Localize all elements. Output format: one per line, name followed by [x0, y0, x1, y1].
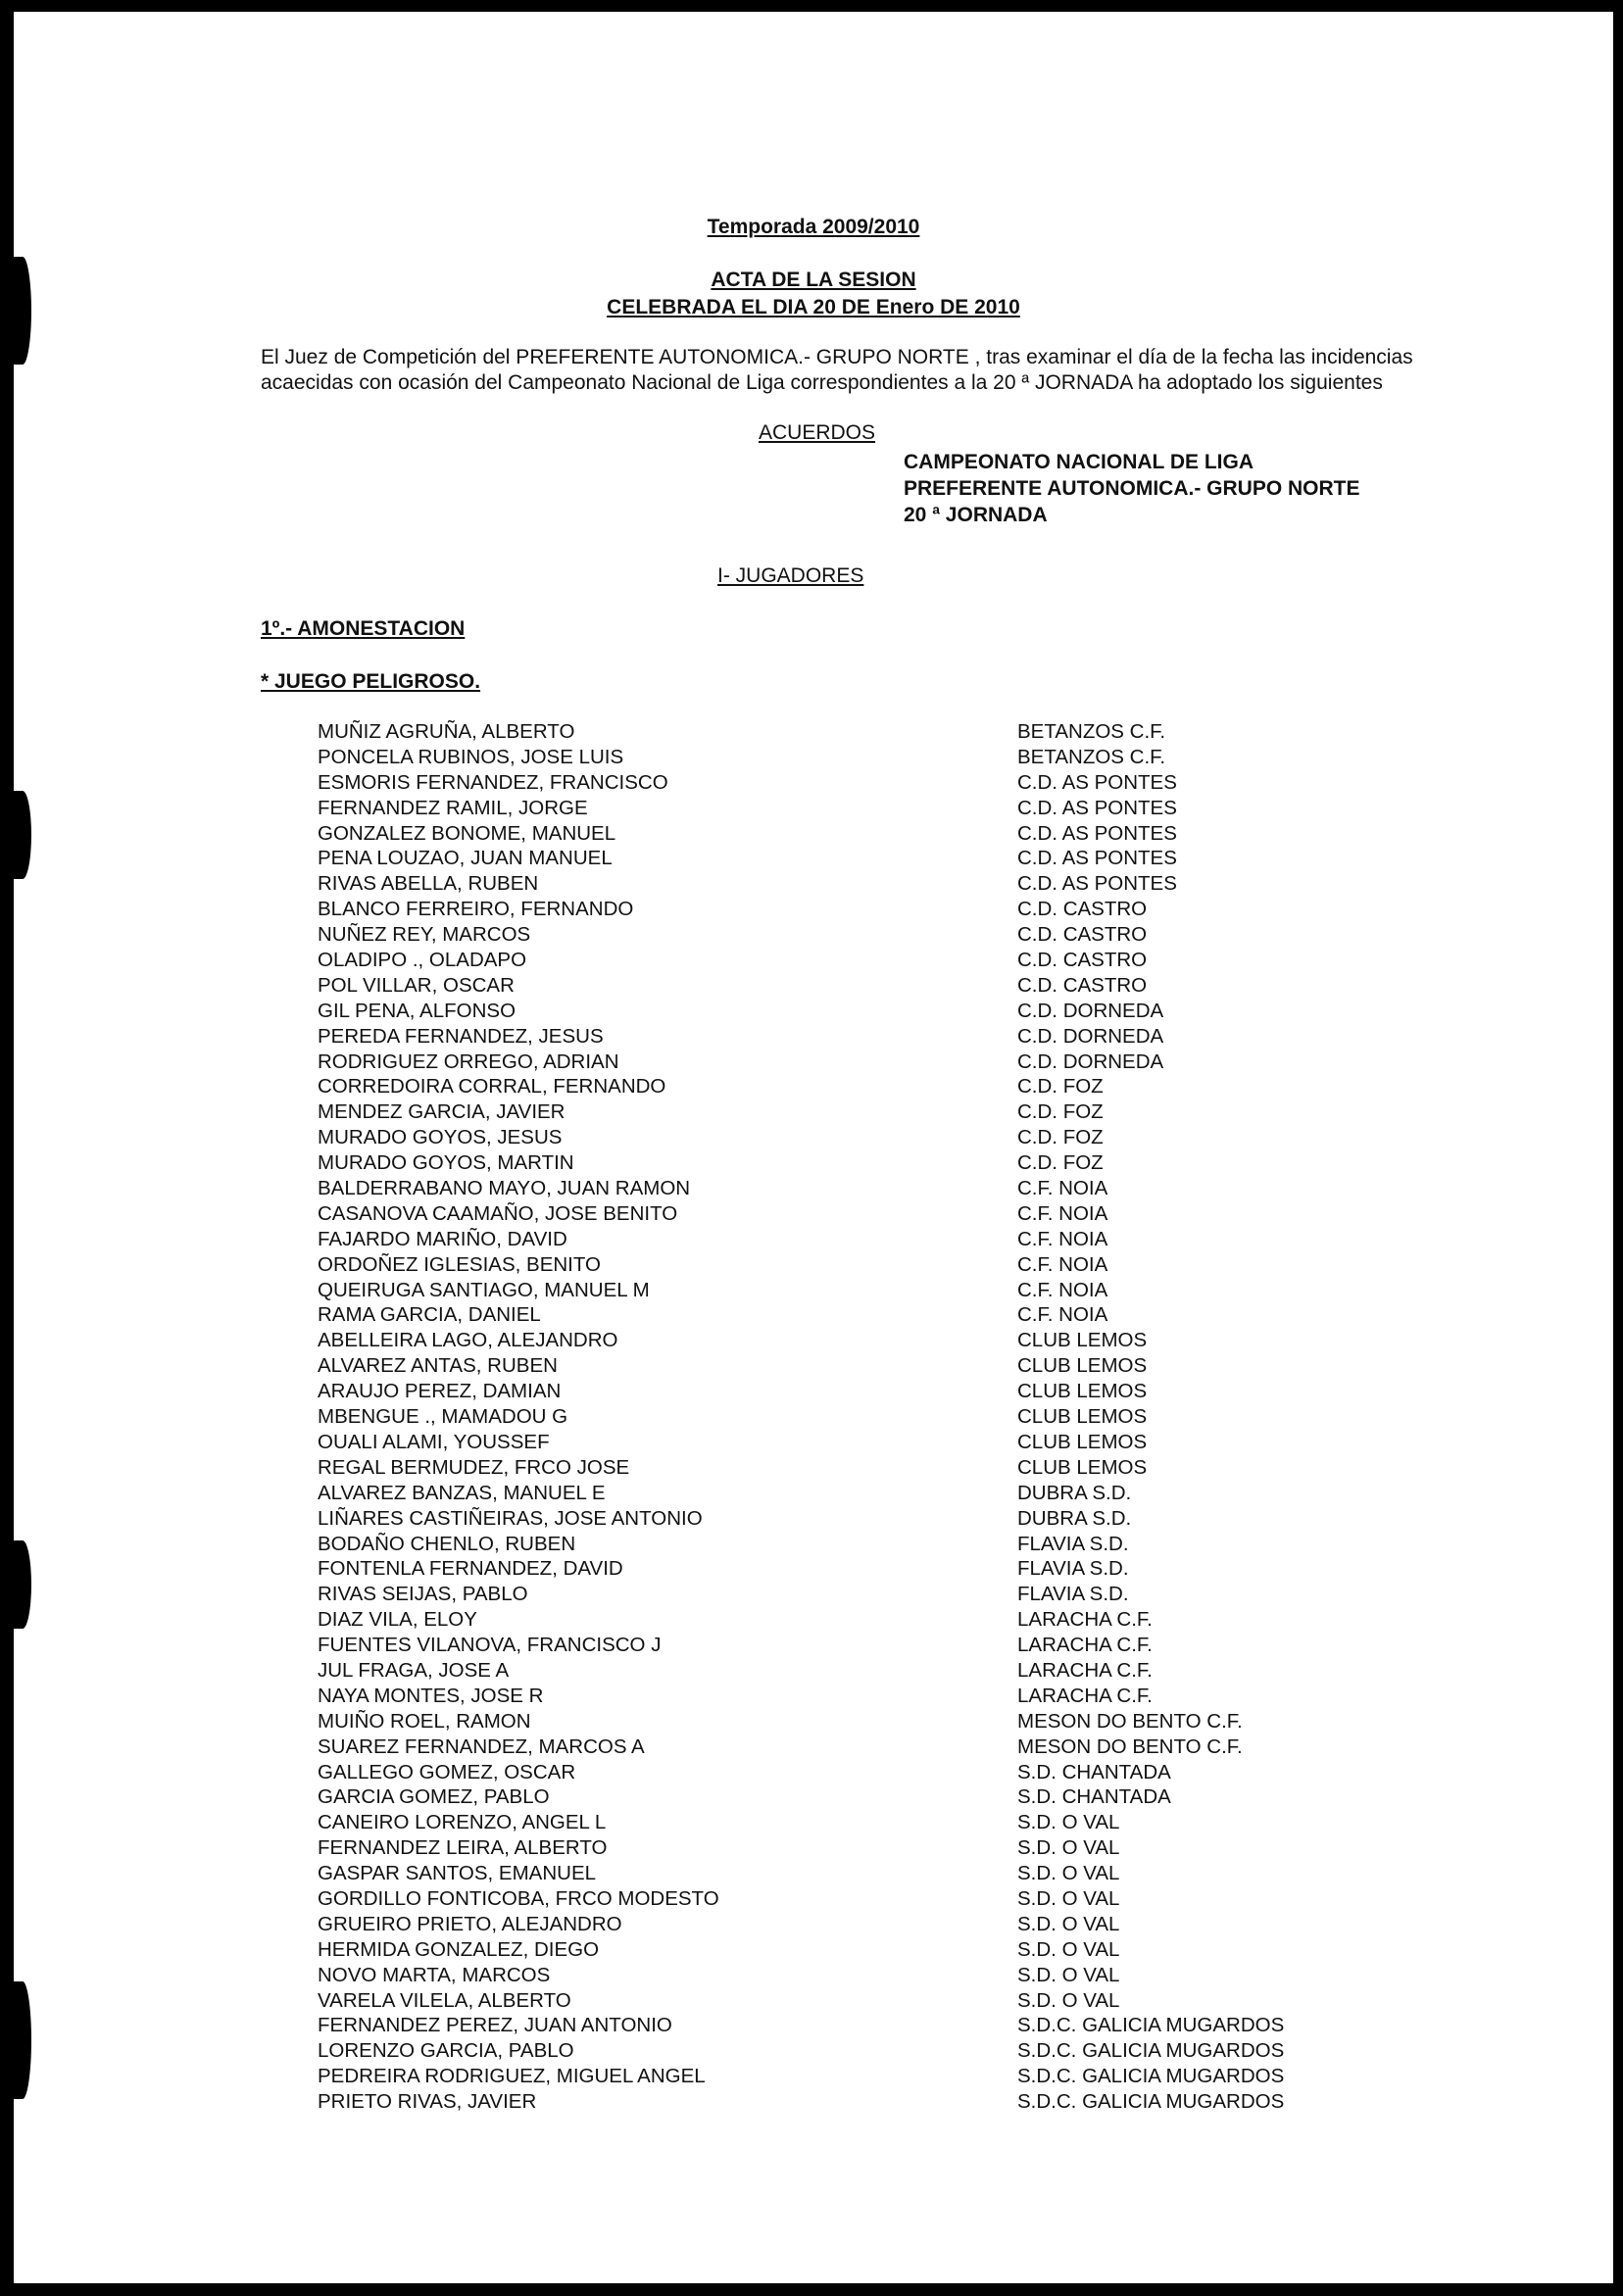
player-row: [318, 1379, 1396, 1404]
player-name: DIAZ VILA, ELOY: [318, 1608, 477, 1632]
player-club: C.D. FOZ: [1017, 1151, 1104, 1175]
player-name: QUEIRUGA SANTIAGO, MANUEL M: [318, 1278, 650, 1301]
player-name: MURADO GOYOS, JESUS: [318, 1126, 563, 1149]
player-list: [318, 719, 1396, 2115]
player-row: [318, 1988, 1396, 2014]
player-row: [318, 1278, 1396, 1303]
player-club: CLUB LEMOS: [1017, 1405, 1148, 1429]
player-row: [318, 1556, 1396, 1582]
player-name: GONZALEZ BONOME, MANUEL: [318, 821, 616, 845]
player-row: [318, 948, 1396, 973]
player-club: FLAVIA S.D.: [1017, 1532, 1129, 1555]
player-row: [318, 871, 1396, 897]
player-club: S.D. O VAL: [1017, 1963, 1120, 1986]
player-club: LARACHA C.F.: [1017, 1684, 1153, 1707]
player-club: C.F. NOIA: [1017, 1201, 1108, 1225]
player-row: [318, 1760, 1396, 1785]
player-name: RAMA GARCIA, DANIEL: [318, 1303, 541, 1327]
player-name: PENA LOUZAO, JUAN MANUEL: [318, 847, 613, 870]
player-row: [318, 1963, 1396, 1988]
player-row: [318, 1810, 1396, 1835]
player-row: [318, 2089, 1396, 2115]
player-row: [318, 1861, 1396, 1886]
player-name: ARAUJO PEREZ, DAMIAN: [318, 1380, 562, 1403]
player-row: [318, 2013, 1396, 2038]
player-club: C.D. AS PONTES: [1017, 770, 1177, 794]
player-club: C.D. DORNEDA: [1017, 1024, 1164, 1048]
player-name: RIVAS SEIJAS, PABLO: [318, 1583, 528, 1606]
player-club: C.D. AS PONTES: [1017, 847, 1177, 870]
player-row: [318, 1532, 1396, 1557]
player-club: BETANZOS C.F.: [1017, 745, 1166, 768]
player-club: C.D. AS PONTES: [1017, 872, 1177, 896]
player-row: [318, 1633, 1396, 1658]
player-name: ALVAREZ BANZAS, MANUEL E: [318, 1481, 606, 1504]
player-club: C.D. CASTRO: [1017, 949, 1148, 972]
player-name: FUENTES VILANOVA, FRANCISCO J: [318, 1634, 662, 1657]
player-club: C.D. FOZ: [1017, 1075, 1104, 1099]
player-club: FLAVIA S.D.: [1017, 1557, 1129, 1581]
player-club: C.D. CASTRO: [1017, 898, 1148, 921]
player-name: MBENGUE ., MAMADOU G: [318, 1405, 568, 1429]
torn-edge: [14, 791, 31, 879]
player-row: [318, 1302, 1396, 1328]
player-name: NUÑEZ REY, MARCOS: [318, 923, 531, 947]
player-row: [318, 922, 1396, 948]
player-club: CLUB LEMOS: [1017, 1380, 1148, 1403]
player-row: [318, 1709, 1396, 1734]
player-row: [318, 1328, 1396, 1353]
player-row: [318, 1050, 1396, 1075]
player-club: S.D. O VAL: [1017, 1912, 1120, 1935]
player-name: FERNANDEZ LEIRA, ALBERTO: [318, 1836, 608, 1860]
player-club: S.D. O VAL: [1017, 1811, 1120, 1834]
player-name: RODRIGUEZ ORREGO, ADRIAN: [318, 1050, 619, 1073]
player-row: [318, 770, 1396, 796]
player-club: DUBRA S.D.: [1017, 1506, 1132, 1530]
player-name: LORENZO GARCIA, PABLO: [318, 2039, 574, 2063]
player-name: ABELLEIRA LAGO, ALEJANDRO: [318, 1329, 618, 1352]
player-row: [318, 1481, 1396, 1506]
player-name: MURADO GOYOS, MARTIN: [318, 1151, 574, 1175]
player-club: MESON DO BENTO C.F.: [1017, 1734, 1243, 1758]
player-club: S.D.C. GALICIA MUGARDOS: [1017, 2065, 1285, 2088]
player-club: C.F. NOIA: [1017, 1177, 1108, 1200]
player-name: PONCELA RUBINOS, JOSE LUIS: [318, 745, 624, 768]
player-name: VARELA VILELA, ALBERTO: [318, 1988, 571, 2012]
player-club: S.D. O VAL: [1017, 1988, 1120, 2012]
player-row: [318, 1150, 1396, 1176]
player-club: C.D. CASTRO: [1017, 923, 1148, 947]
player-row: [318, 1607, 1396, 1633]
player-name: MENDEZ GARCIA, JAVIER: [318, 1100, 566, 1124]
player-row: [318, 2064, 1396, 2089]
acta-date: CELEBRADA EL DIA 20 DE Enero DE 2010: [607, 296, 1020, 318]
player-row: [318, 1252, 1396, 1278]
player-club: LARACHA C.F.: [1017, 1608, 1153, 1632]
player-row: [318, 1784, 1396, 1810]
player-row: [318, 1937, 1396, 1963]
player-club: LARACHA C.F.: [1017, 1634, 1153, 1657]
document-page: [14, 12, 1613, 2283]
player-club: S.D. CHANTADA: [1017, 1785, 1171, 1809]
acuerdos-heading: ACUERDOS: [759, 421, 876, 444]
player-club: C.D. DORNEDA: [1017, 1050, 1164, 1073]
player-name: MUÑIZ AGRUÑA, ALBERTO: [318, 720, 575, 743]
player-row: [318, 1835, 1396, 1861]
player-name: JUL FRAGA, JOSE A: [318, 1658, 510, 1682]
player-name: ORDOÑEZ IGLESIAS, BENITO: [318, 1252, 601, 1276]
player-club: BETANZOS C.F.: [1017, 720, 1166, 743]
player-row: [318, 973, 1396, 999]
player-name: FERNANDEZ RAMIL, JORGE: [318, 796, 588, 819]
player-club: C.F. NOIA: [1017, 1227, 1108, 1250]
player-club: CLUB LEMOS: [1017, 1329, 1148, 1352]
player-row: [318, 897, 1396, 922]
offense-heading: * JUEGO PELIGROSO.: [261, 670, 481, 693]
player-name: OUALI ALAMI, YOUSSEF: [318, 1430, 550, 1453]
player-row: [318, 1404, 1396, 1430]
player-club: CLUB LEMOS: [1017, 1455, 1148, 1479]
player-row: [318, 719, 1396, 745]
player-club: CLUB LEMOS: [1017, 1430, 1148, 1453]
player-name: REGAL BERMUDEZ, FRCO JOSE: [318, 1455, 630, 1479]
player-club: MESON DO BENTO C.F.: [1017, 1709, 1243, 1733]
acta-title: ACTA DE LA SESION: [711, 269, 916, 291]
player-club: C.D. CASTRO: [1017, 973, 1148, 997]
season-title: Temporada 2009/2010: [707, 216, 920, 238]
player-row: [318, 1886, 1396, 1912]
torn-edge: [14, 1540, 31, 1629]
player-row: [318, 745, 1396, 770]
player-name: BLANCO FERREIRO, FERNANDO: [318, 898, 634, 921]
player-club: S.D.C. GALICIA MUGARDOS: [1017, 2014, 1285, 2037]
player-name: POL VILLAR, OSCAR: [318, 973, 515, 997]
player-name: CORREDOIRA CORRAL, FERNANDO: [318, 1075, 666, 1099]
player-name: GRUEIRO PRIETO, ALEJANDRO: [318, 1912, 622, 1935]
player-name: BALDERRABANO MAYO, JUAN RAMON: [318, 1177, 691, 1200]
player-row: [318, 1353, 1396, 1379]
player-row: [318, 999, 1396, 1024]
player-club: C.F. NOIA: [1017, 1252, 1108, 1276]
player-row: [318, 1506, 1396, 1532]
player-row: [318, 1912, 1396, 1937]
player-club: C.D. DORNEDA: [1017, 999, 1164, 1022]
player-name: HERMIDA GONZALEZ, DIEGO: [318, 1937, 600, 1961]
player-club: FLAVIA S.D.: [1017, 1583, 1129, 1606]
player-name: GASPAR SANTOS, EMANUEL: [318, 1862, 597, 1885]
player-name: BODAÑO CHENLO, RUBEN: [318, 1532, 576, 1555]
player-club: S.D. CHANTADA: [1017, 1760, 1171, 1783]
player-name: GIL PENA, ALFONSO: [318, 999, 516, 1022]
player-club: DUBRA S.D.: [1017, 1481, 1132, 1504]
player-club: C.D. FOZ: [1017, 1126, 1104, 1149]
torn-edge: [14, 1981, 31, 2099]
player-row: [318, 821, 1396, 847]
player-name: FAJARDO MARIÑO, DAVID: [318, 1227, 567, 1250]
player-row: [318, 1734, 1396, 1760]
player-name: SUAREZ FERNANDEZ, MARCOS A: [318, 1734, 645, 1758]
player-club: S.D. O VAL: [1017, 1886, 1120, 1910]
section-heading: I- JUGADORES: [717, 564, 864, 587]
player-club: C.F. NOIA: [1017, 1278, 1108, 1301]
player-row: [318, 1099, 1396, 1125]
player-club: S.D.C. GALICIA MUGARDOS: [1017, 2039, 1285, 2063]
player-name: NOVO MARTA, MARCOS: [318, 1963, 551, 1986]
player-club: C.D. AS PONTES: [1017, 796, 1177, 819]
player-row: [318, 1227, 1396, 1252]
player-name: NAYA MONTES, JOSE R: [318, 1684, 544, 1707]
player-name: RIVAS ABELLA, RUBEN: [318, 872, 539, 896]
player-name: ESMORIS FERNANDEZ, FRANCISCO: [318, 770, 668, 794]
player-row: [318, 2038, 1396, 2064]
player-name: PEDREIRA RODRIGUEZ, MIGUEL ANGEL: [318, 2065, 706, 2088]
player-club: C.F. NOIA: [1017, 1303, 1108, 1327]
sanction-heading: 1º.- AMONESTACION: [261, 617, 466, 640]
player-row: [318, 796, 1396, 821]
player-club: S.D. O VAL: [1017, 1836, 1120, 1860]
player-row: [318, 1684, 1396, 1709]
player-name: CASANOVA CAAMAÑO, JOSE BENITO: [318, 1201, 678, 1225]
player-row: [318, 1582, 1396, 1607]
intro-paragraph: El Juez de Competición del PREFERENTE AUTONOMICA.- GRUPO NORTE , tras examinar el día de la fecha las incidencias acaecidas con ocasión del Campeonato Nacional de Liga correspondientes a la 20 ª JORNADA ha adoptado los siguientes: [261, 346, 1413, 394]
player-row: [318, 1430, 1396, 1455]
player-name: LIÑARES CASTIÑEIRAS, JOSE ANTONIO: [318, 1506, 703, 1530]
player-club: S.D.C. GALICIA MUGARDOS: [1017, 2090, 1285, 2114]
player-row: [318, 846, 1396, 871]
player-row: [318, 1176, 1396, 1201]
player-name: FONTENLA FERNANDEZ, DAVID: [318, 1557, 623, 1581]
player-name: FERNANDEZ PEREZ, JUAN ANTONIO: [318, 2014, 672, 2037]
player-row: [318, 1074, 1396, 1099]
player-name: PRIETO RIVAS, JAVIER: [318, 2090, 537, 2114]
player-name: GORDILLO FONTICOBA, FRCO MODESTO: [318, 1886, 719, 1910]
player-name: CANEIRO LORENZO, ANGEL L: [318, 1811, 607, 1834]
player-row: [318, 1455, 1396, 1481]
player-club: LARACHA C.F.: [1017, 1658, 1153, 1682]
player-row: [318, 1658, 1396, 1684]
player-club: S.D. O VAL: [1017, 1862, 1120, 1885]
player-club: CLUB LEMOS: [1017, 1354, 1148, 1378]
player-club: C.D. FOZ: [1017, 1100, 1104, 1124]
player-name: PEREDA FERNANDEZ, JESUS: [318, 1024, 604, 1048]
player-name: OLADIPO ., OLADAPO: [318, 949, 527, 972]
player-name: GARCIA GOMEZ, PABLO: [318, 1785, 550, 1809]
player-name: GALLEGO GOMEZ, OSCAR: [318, 1760, 576, 1783]
player-name: MUIÑO ROEL, RAMON: [318, 1709, 531, 1733]
player-row: [318, 1125, 1396, 1150]
player-row: [318, 1024, 1396, 1050]
competition-block: CAMPEONATO NACIONAL DE LIGA PREFERENTE AUTONOMICA.- GRUPO NORTE 20 ª JORNADA: [904, 451, 1360, 526]
player-row: [318, 1201, 1396, 1227]
player-club: C.D. AS PONTES: [1017, 821, 1177, 845]
player-name: ALVAREZ ANTAS, RUBEN: [318, 1354, 558, 1378]
player-club: S.D. O VAL: [1017, 1937, 1120, 1961]
